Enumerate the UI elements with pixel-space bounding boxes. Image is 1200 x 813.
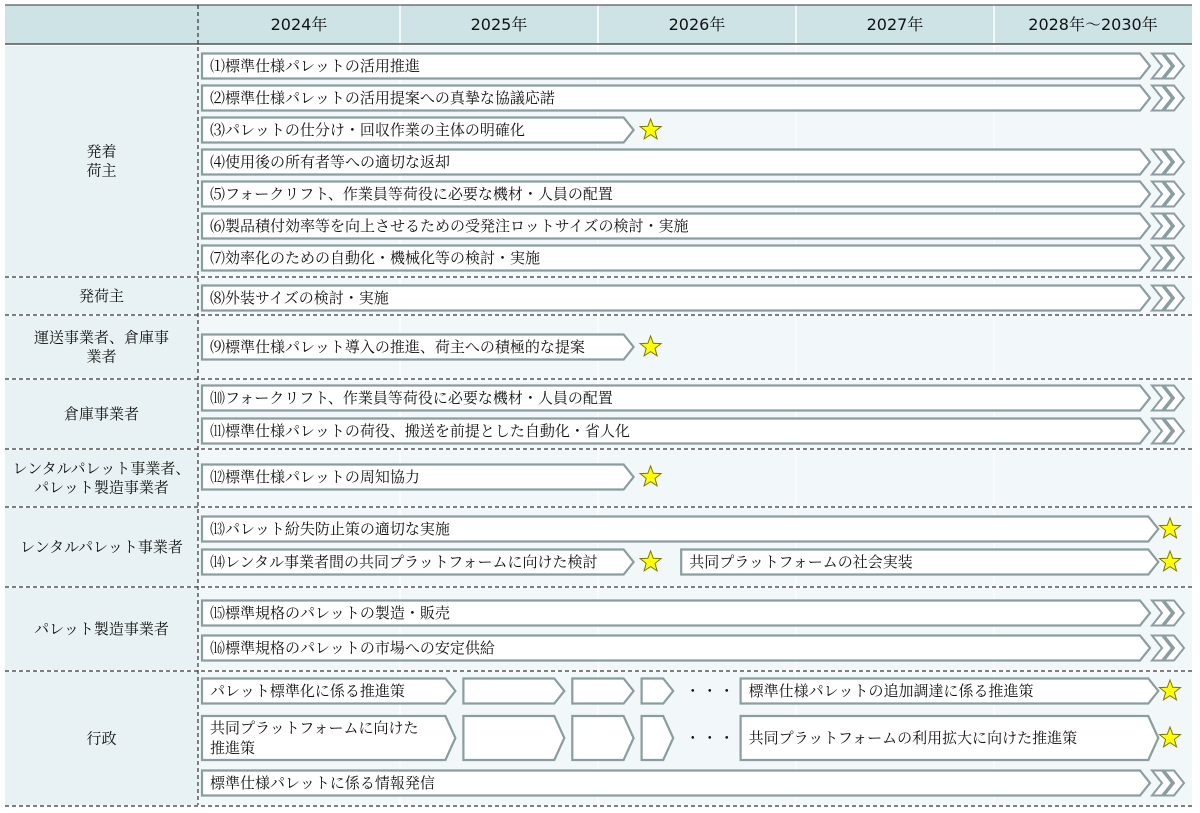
roadmap-arrow xyxy=(202,335,634,360)
roadmap-arrow xyxy=(202,550,634,575)
year-label-1: 2025年 xyxy=(470,15,528,34)
arrow-label: 共同プラットフォームに向けた推進策 xyxy=(210,719,419,757)
category-label: レンタルパレット事業者 xyxy=(20,538,183,556)
ellipsis-text: ・・・ xyxy=(685,729,737,747)
category-label: 行政 xyxy=(86,729,117,748)
year-label-2: 2026年 xyxy=(668,15,726,34)
roadmap-arrow xyxy=(202,386,1150,411)
arrow-label: ⑾標準仕様パレットの荷役、搬送を前提とした自動化・省人化 xyxy=(210,422,630,440)
arrow-label: ⑸フォークリフト、作業員等荷役に必要な機材・人員の配置 xyxy=(210,185,613,203)
arrow-label: ⑼標準仕様パレット導入の推進、荷主への積極的な提案 xyxy=(210,338,585,356)
category-label: 運送事業者、倉庫事業者 xyxy=(33,328,170,366)
roadmap-arrow xyxy=(202,214,1150,239)
roadmap-arrow xyxy=(741,716,1159,760)
roadmap-arrow xyxy=(202,86,1150,111)
arrow-label: ⑶パレットの仕分け・回収作業の主体の明確化 xyxy=(210,121,525,139)
arrow-label: パレット標準化に係る推進策 xyxy=(210,682,405,700)
arrow-label: 標準仕様パレットの追加調達に係る推進策 xyxy=(748,682,1034,700)
roadmap-arrow xyxy=(202,679,455,704)
category-label: 倉庫事業者 xyxy=(63,405,140,423)
arrow-label: ⒁レンタル事業者間の共同プラットフォームに向けた検討 xyxy=(210,553,598,571)
roadmap-arrow xyxy=(463,679,564,704)
roadmap-arrow xyxy=(202,465,634,490)
roadmap-arrow xyxy=(202,419,1150,444)
arrow-label: ⑹製品積付効率等を向上させるための受発注ロットサイズの検討・実施 xyxy=(210,217,689,235)
arrow-label: ⑻外装サイズの検討・実施 xyxy=(210,289,389,307)
arrow-label: 標準仕様パレットに係る情報発信 xyxy=(210,774,435,792)
year-label-4: 2028年～2030年 xyxy=(1028,15,1158,34)
arrow-label: ⑴標準仕様パレットの活用推進 xyxy=(210,57,420,75)
arrow-label: ⑷使用後の所有者等への適切な返却 xyxy=(210,153,451,171)
category-label: レンタルパレット事業者、パレット製造事業者 xyxy=(12,459,191,497)
category-label: 発荷主 xyxy=(78,287,125,305)
arrow-label: ⑽フォークリフト、作業員等荷役に必要な機材・人員の配置 xyxy=(210,389,613,407)
roadmap-arrow xyxy=(202,771,1150,796)
roadmap-arrow xyxy=(202,54,1150,79)
category-label: パレット製造事業者 xyxy=(34,620,169,638)
arrow-label: 共同プラットフォームの利用拡大に向けた推進策 xyxy=(748,729,1078,747)
arrow-label: ⑵標準仕様パレットの活用提案への真摯な協議応諾 xyxy=(210,89,555,107)
year-label-0: 2024年 xyxy=(270,15,328,34)
arrow-label: ⑺効率化のための自動化・機械化等の検討・実施 xyxy=(210,249,541,267)
roadmap-arrow xyxy=(202,636,1150,661)
category-label: 発着荷主 xyxy=(86,142,117,180)
arrow-label: ⑿標準仕様パレットの周知協力 xyxy=(210,468,420,486)
arrow-label: ⒀パレット紛失防止策の適切な実施 xyxy=(210,520,450,538)
roadmap-arrow xyxy=(681,550,1158,575)
arrow-label: ⒂標準規格のパレットの製造・販売 xyxy=(210,604,450,622)
roadmap-arrow xyxy=(202,150,1150,175)
roadmap-arrow xyxy=(202,286,1150,311)
roadmap-arrow xyxy=(572,716,633,760)
roadmap-arrow xyxy=(202,601,1150,626)
roadmap-arrow xyxy=(741,679,1159,704)
roadmap-arrow xyxy=(572,679,633,704)
roadmap-arrow xyxy=(202,118,634,143)
roadmap-arrow xyxy=(202,246,1150,271)
roadmap-arrow xyxy=(463,716,564,760)
roadmap-arrow xyxy=(202,517,1158,542)
ellipsis-text: ・・・ xyxy=(685,682,737,700)
arrow-label: 共同プラットフォームの社会実装 xyxy=(689,553,913,571)
year-label-3: 2027年 xyxy=(866,15,924,34)
arrow-label: ⒃標準規格のパレットの市場への安定供給 xyxy=(210,639,495,657)
roadmap-arrow xyxy=(202,182,1150,207)
roadmap-arrow xyxy=(202,716,455,760)
